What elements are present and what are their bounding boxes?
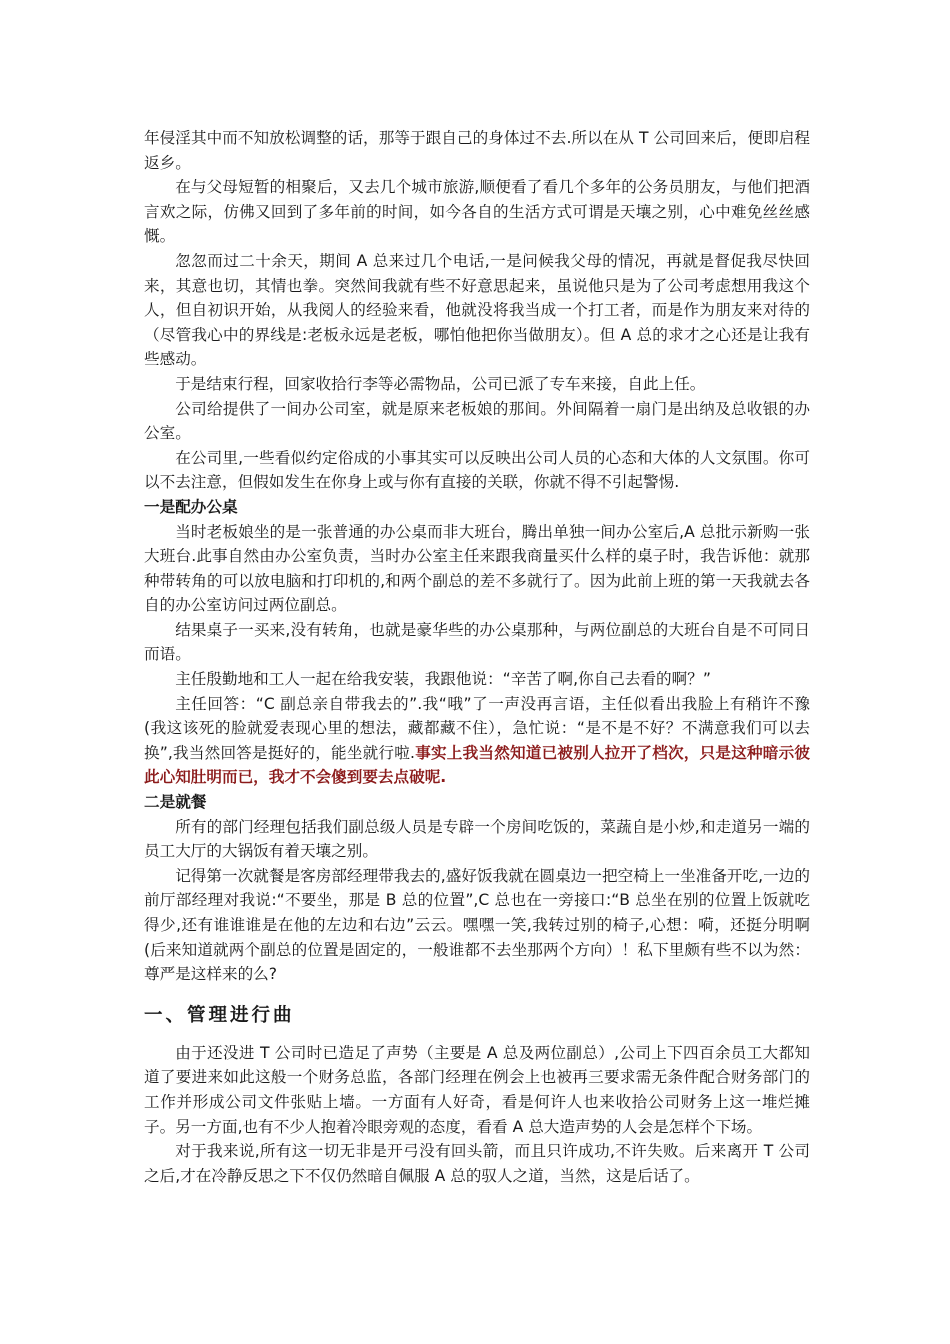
section-heading-management: 一、管理进行曲: [144, 1004, 295, 1026]
paragraph: 对于我来说,所有这一切无非是开弓没有回头箭，而且只许成功,不许失败。后来离开 T 公司之后,才在冷静反思之下不仅仍然暗自佩服 A 总的驭人之道，当然，这是后话了。: [144, 1142, 810, 1185]
paragraph: 主任殷勤地和工人一起在给我安装，我跟他说：“辛苦了啊,你自己去看的啊？”: [175, 670, 711, 689]
paragraph: 所有的部门经理包括我们副总级人员是专辟一个房间吃饭的，菜蔬自是小炒,和走道另一端的员工大厅的大锅饭有着天壤之别。: [144, 817, 810, 861]
paragraph: 在公司里,一些看似约定俗成的小事其实可以反映出公司人员的心态和大体的人文氛围。你可以不去注意，但假如发生在你身上或与你有直接的关联，你就不得不引起警惕.: [144, 448, 810, 492]
paragraph: 结果桌子一买来,没有转角，也就是豪华些的办公桌那种，与两位副总的大班台自是不可同日而语。: [144, 620, 810, 664]
paragraph: 当时老板娘坐的是一张普通的办公桌而非大班台，腾出单独一间办公室后,A 总批示新购一张大班台.此事自然由办公室负责，当时办公室主任来跟我商量买什么样的桌子时，我告诉他：就那种带转角的可以放电脑和打印机的,和两个副总的差不多就行了。因为此前上班的第一天我就去各自的办公室访问过两位副总。: [144, 522, 810, 615]
paragraph-text: 主任回答：“C 副总亲自带我去的”.我“哦”了一声没再言语，主任似看出我脸上有稍许不豫(我这该死的脸就爱表现心里的想法，藏都藏不住），急忙说：“是不是不好？不满意我们可以去换”,我当然回答是挺好的，能坐就行啦.: [144, 694, 810, 762]
paragraph: 由于还没进 T 公司时已造足了声势（主要是 A 总及两位副总）,公司上下四百余员工大都知道了要进来如此这般一个财务总监，各部门经理在例会上也被再三要求需无条件配合财务部门的工作并形成公司文件张贴上墙。一方面有人好奇，看是何许人也来收拾公司财务上这一堆烂摊子。另一方面,也有不少人抱着冷眼旁观的态度，看看 A 总大造声势的人会是怎样个下场。: [144, 1043, 810, 1136]
paragraph: 记得第一次就餐是客房部经理带我去的,盛好饭我就在圆桌边一把空椅上一坐准备开吃,一边的前厅部经理对我说:“不要坐，那是 B 总的位置”,C 总也在一旁接口:“B 总坐在别的位置上饭就吃得少,还有谁谁谁是在他的左边和右边”云云。嘿嘿一笑,我转过别的椅子,心想：嗬，还挺分明啊(后来知道就两个副总的位置是固定的，一般谁都不去坐那两个方向）！私下里颇有些不以为然：尊严是这样来的么?: [144, 866, 810, 984]
paragraph: 公司给提供了一间办公司室，就是原来老板娘的那间。外间隔着一扇门是出纳及总收银的办公室。: [144, 399, 810, 443]
paragraph: [144, 692, 810, 790]
emphasized-text: 事实上我当然知道已被别人拉开了档次，只是这种暗示彼此心知肚明而已，我才不会傻到要去点破呢.: [144, 743, 810, 787]
sub-heading-desk: 一是配办公桌: [144, 497, 238, 516]
paragraph: 于是结束行程，回家收拾行李等必需物品，公司已派了专车来接，自此上任。: [175, 374, 706, 393]
paragraph: 年侵淫其中而不知放松调整的话，那等于跟自己的身体过不去.所以在从 T 公司回来后，便即启程返乡。: [144, 129, 810, 172]
paragraph: 忽忽而过二十余天，期间 A 总来过几个电话,一是问候我父母的情况，再就是督促我尽快回来，其意也切，其情也拳。突然间我就有些不好意思起来，虽说他只是为了公司考虑想用我这个人，但自初识开始，从我阅人的经验来看，他就没将我当成一个打工者，而是作为朋友来对待的（尽管我心中的界线是:老板永远是老板，哪怕他把你当做朋友）。但 A 总的求才之心还是让我有些感动。: [144, 251, 810, 369]
sub-heading-meal: 二是就餐: [144, 793, 207, 812]
paragraph: 在与父母短暂的相聚后，又去几个城市旅游,顺便看了看几个多年的公务员朋友，与他们把酒言欢之际，仿佛又回到了多年前的时间，如今各自的生活方式可谓是天壤之别，心中难免丝丝感慨。: [144, 178, 810, 246]
document-body: [144, 126, 810, 1188]
